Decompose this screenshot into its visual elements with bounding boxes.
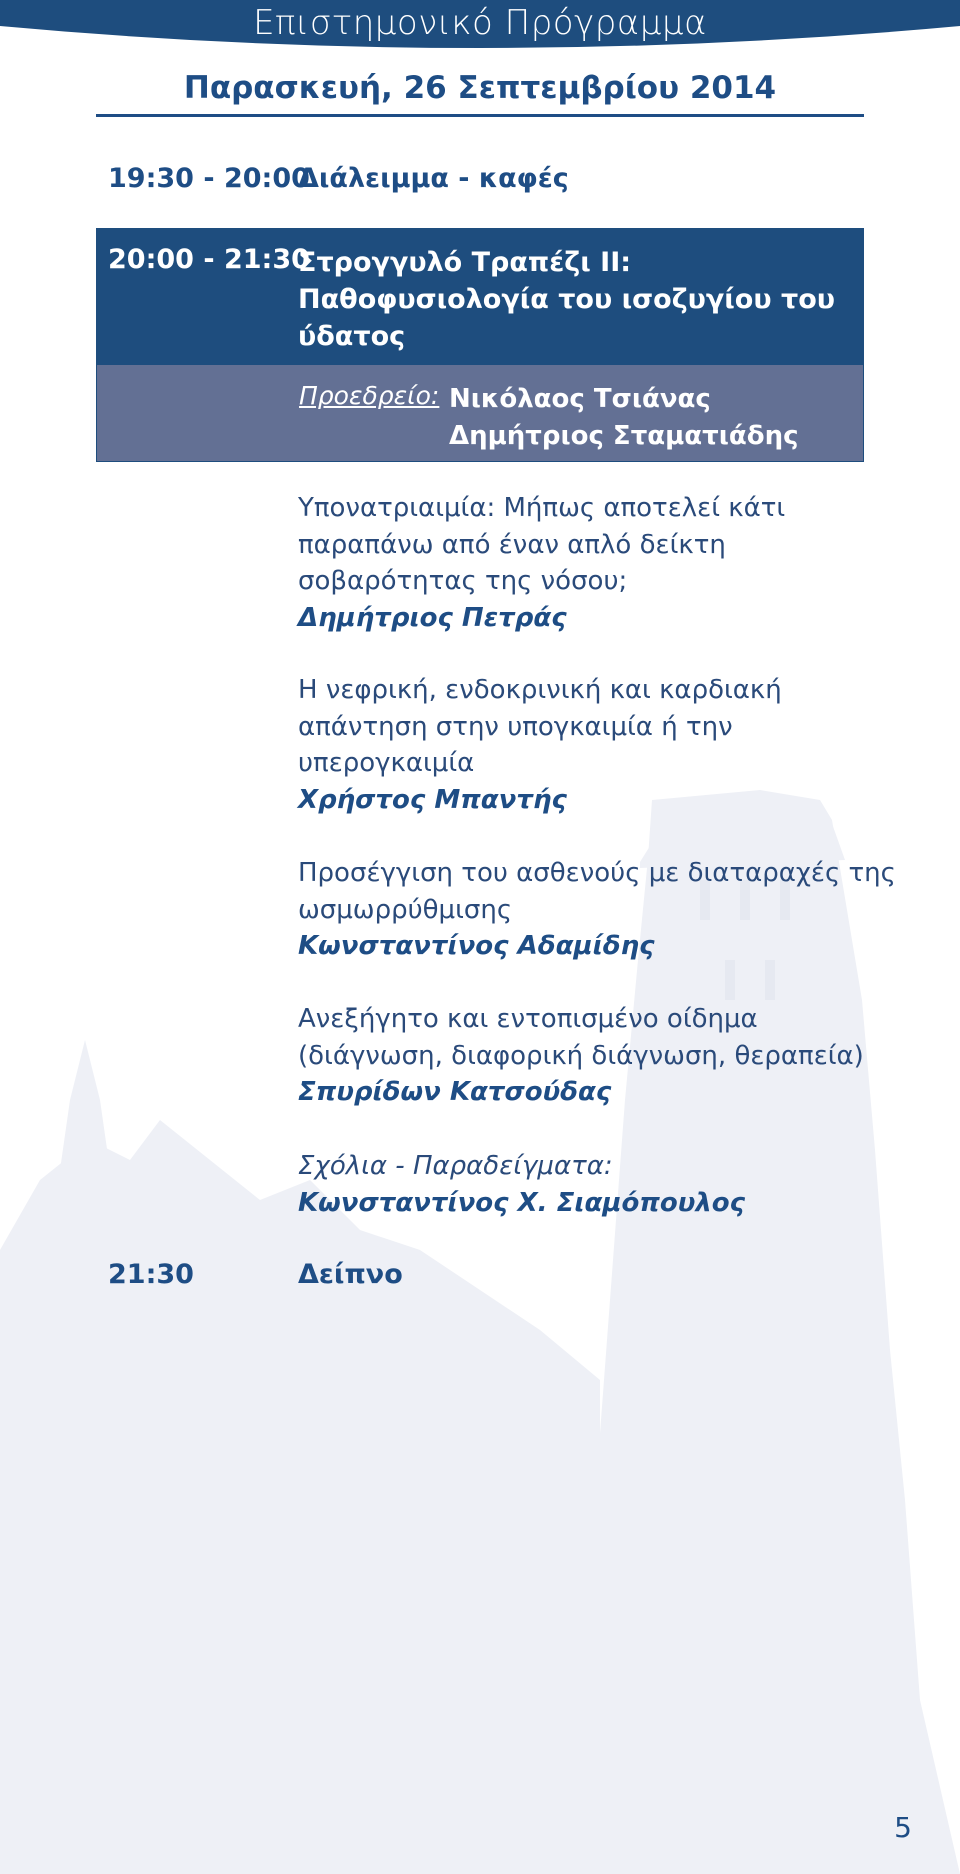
talk-item — [298, 672, 898, 818]
page-number: 5 — [894, 1811, 912, 1844]
talk-title-line: υπερογκαιμία — [298, 748, 475, 778]
header-title: Επιστημονικό Πρόγραμμα — [253, 3, 707, 43]
chair-name: Δημήτριος Σταματιάδης — [449, 421, 799, 451]
talk-speaker: Κωνσταντίνος Αδαμίδης — [298, 931, 655, 961]
talk-title-line: σοβαρότητας της νόσου; — [298, 566, 628, 596]
talk-title-line: (διάγνωση, διαφορική διάγνωση, θεραπεία) — [298, 1040, 864, 1071]
dinner-time: 21:30 — [108, 1259, 194, 1290]
talk-speaker: Δημήτριος Πετράς — [298, 602, 567, 633]
talk-title-line: Ανεξήγητο και εντοπισμένο οίδημα — [298, 1004, 758, 1034]
roundtable-header — [96, 228, 864, 364]
talk-speaker: Χρήστος Μπαντής — [298, 784, 567, 815]
comments-speaker: Κωνσταντίνος Χ. Σιαμόπουλος — [298, 1187, 746, 1218]
day-divider — [96, 114, 864, 117]
roundtable-time: 20:00 - 21:30 — [108, 244, 310, 275]
chair-label: Προεδρείο: — [299, 381, 440, 410]
chair-names — [449, 381, 799, 455]
break-title: Διάλειμμα - καφές — [298, 163, 569, 194]
comments-label: Σχόλια - Παραδείγματα: — [298, 1151, 613, 1181]
talk-title-line: Η νεφρική, ενδοκρινική και καρδιακή — [298, 675, 782, 705]
talk-title-line: παραπάνω από έναν απλό δείκτη — [298, 529, 726, 560]
break-time: 19:30 - 20:00 — [108, 163, 310, 194]
roundtable-block — [96, 228, 864, 462]
talk-title-line: Προσέγγιση του ασθενούς με διαταραχές της — [298, 858, 896, 888]
talk-item — [298, 855, 898, 965]
talk-title-line: Υπονατριαιμία: Μήπως αποτελεί κάτι — [298, 493, 786, 523]
roundtable-title-line: Παθοφυσιολογία του ισοζυγίου του — [298, 284, 835, 315]
talk-item — [298, 1001, 898, 1111]
day-title: Παρασκευή, 26 Σεπτεμβρίου 2014 — [183, 70, 777, 106]
talk-title-line: απάντηση στην υπογκαιμία ή την — [298, 711, 733, 742]
roundtable-title — [298, 244, 835, 355]
chair-panel — [96, 364, 864, 462]
comments-item — [298, 1148, 898, 1221]
dinner-title: Δείπνο — [298, 1259, 403, 1290]
roundtable-title-line: Στρογγυλό Τραπέζι ΙΙ: — [298, 247, 632, 278]
talk-speaker: Σπυρίδων Κατσούδας — [298, 1077, 612, 1107]
roundtable-title-line: ύδατος — [298, 321, 406, 352]
chair-name: Νικόλαος Τσιάνας — [449, 384, 711, 414]
talk-title-line: ωσμωρρύθμισης — [298, 894, 513, 925]
talk-item — [298, 490, 898, 636]
